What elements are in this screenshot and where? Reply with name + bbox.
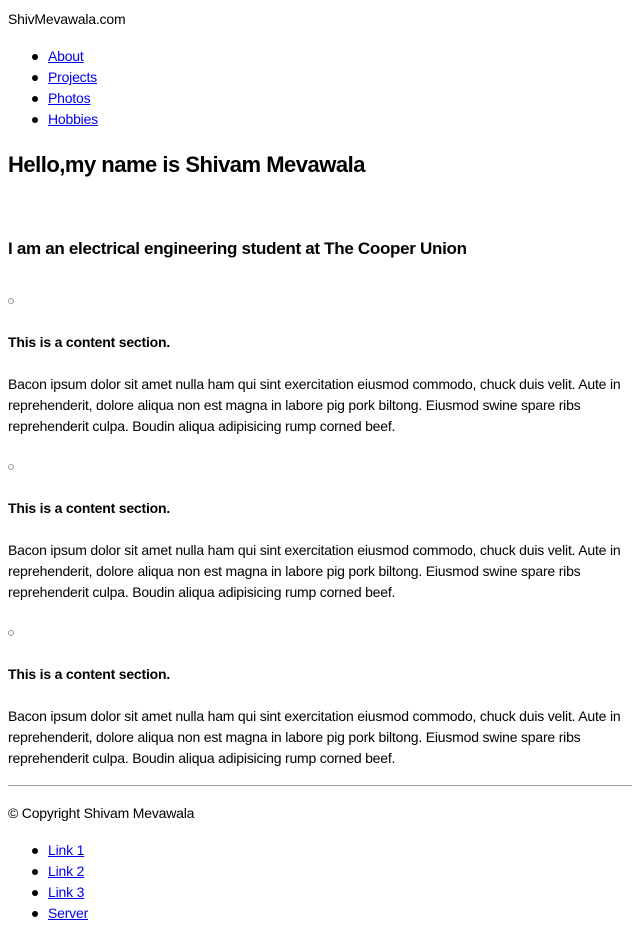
footer-link-server[interactable]: Server	[48, 905, 89, 921]
footer-item-link-1	[48, 840, 632, 861]
footer-item-link-2	[48, 861, 632, 882]
section-heading: This is a content section.	[8, 500, 171, 516]
nav-item-photos	[48, 88, 632, 109]
bullet-icon	[32, 75, 38, 81]
bullet-icon	[32, 54, 38, 60]
nav-link-projects[interactable]: Projects	[48, 69, 97, 85]
main-nav	[8, 46, 632, 130]
content-section	[8, 298, 632, 437]
circle-bullet-icon	[8, 630, 14, 636]
footer-item-server	[48, 903, 632, 924]
section-heading: This is a content section.	[8, 666, 171, 682]
content-section	[8, 464, 632, 603]
section-body: Bacon ipsum dolor sit amet nulla ham qui sint exercitation eiusmod commodo, chuck duis velit. Aute in reprehenderit, dolore aliqua non est magna in labore pig pork biltong. Eiusmod swine spare ribs reprehenderit culpa. Boudin aliqua adipisicing rump corned beef.	[8, 376, 621, 434]
circle-bullet-icon	[8, 464, 14, 470]
footer-link-1[interactable]: Link 1	[48, 842, 85, 858]
footer-link-3[interactable]: Link 3	[48, 884, 85, 900]
footer-link-2[interactable]: Link 2	[48, 863, 85, 879]
page-tagline: I am an electrical engineering student at The Cooper Union	[8, 239, 467, 258]
footer-links	[8, 840, 632, 924]
section-heading: This is a content section.	[8, 334, 171, 350]
section-body: Bacon ipsum dolor sit amet nulla ham qui sint exercitation eiusmod commodo, chuck duis velit. Aute in reprehenderit, dolore aliqua non est magna in labore pig pork biltong. Eiusmod swine spare ribs reprehenderit culpa. Boudin aliqua adipisicing rump corned beef.	[8, 708, 621, 766]
bullet-icon	[32, 848, 38, 854]
bullet-icon	[32, 117, 38, 123]
bullet-icon	[32, 890, 38, 896]
nav-item-hobbies	[48, 109, 632, 130]
bullet-icon	[32, 911, 38, 917]
section-body: Bacon ipsum dolor sit amet nulla ham qui sint exercitation eiusmod commodo, chuck duis velit. Aute in reprehenderit, dolore aliqua non est magna in labore pig pork biltong. Eiusmod swine spare ribs reprehenderit culpa. Boudin aliqua adipisicing rump corned beef.	[8, 542, 621, 600]
nav-link-hobbies[interactable]: Hobbies	[48, 111, 98, 127]
page-heading: Hello,my name is Shivam Mevawala	[8, 152, 365, 177]
copyright-text: © Copyright Shivam Mevawala	[8, 805, 195, 821]
nav-link-photos[interactable]: Photos	[48, 90, 91, 106]
footer-divider	[8, 785, 632, 786]
site-title: ShivMevawala.com	[8, 11, 126, 27]
nav-item-projects	[48, 67, 632, 88]
content-section	[8, 630, 632, 769]
nav-link-about[interactable]: About	[48, 48, 84, 64]
nav-item-about	[48, 46, 632, 67]
circle-bullet-icon	[8, 298, 14, 304]
footer-item-link-3	[48, 882, 632, 903]
bullet-icon	[32, 96, 38, 102]
bullet-icon	[32, 869, 38, 875]
